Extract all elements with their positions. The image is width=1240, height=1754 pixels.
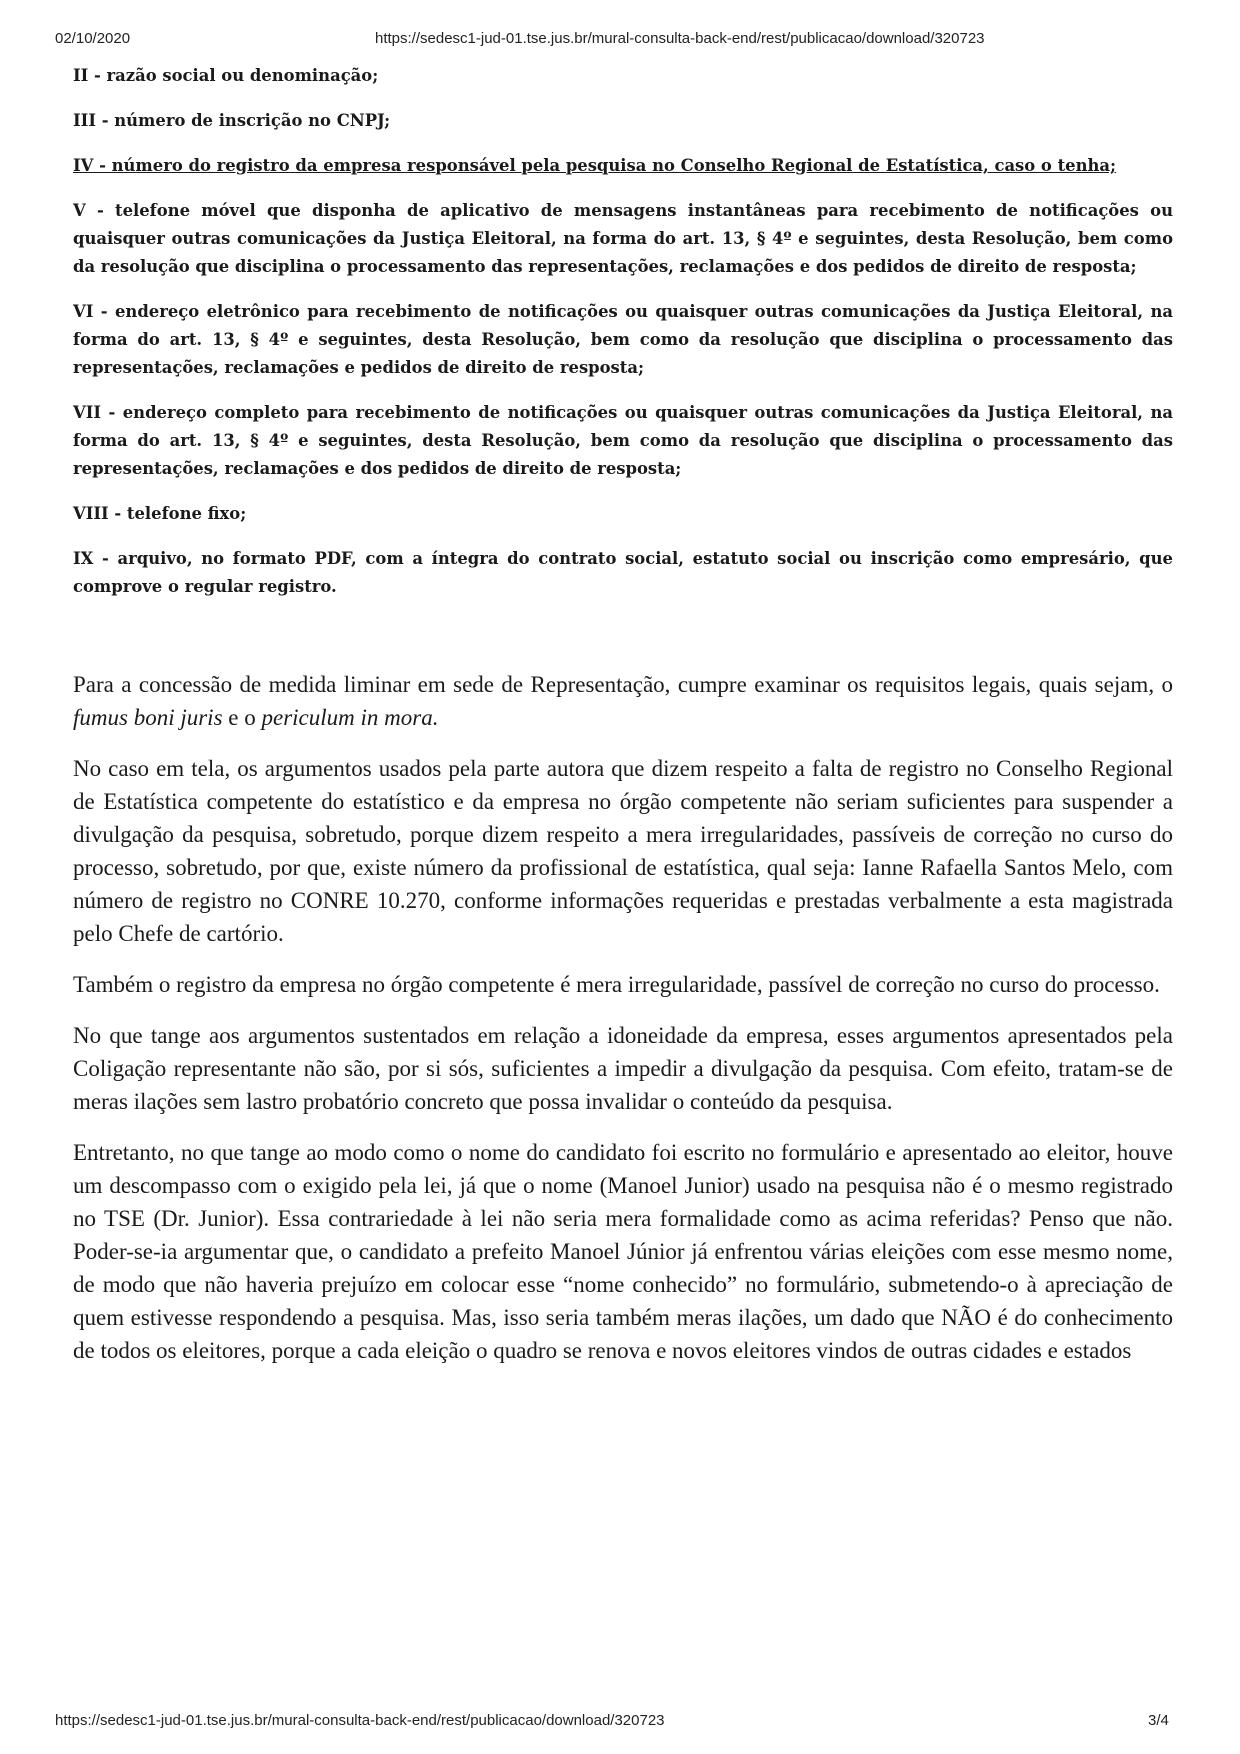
article-item-ii: II - razão social ou denominação;	[73, 66, 379, 85]
paragraph-liminar-text: Para a concessão de medida liminar em sede de Representação, cumpre examinar os requisitos legais, quais sejam, o	[73, 672, 1173, 697]
section-gap	[73, 618, 1173, 668]
term-fumus-boni-juris: fumus boni juris	[73, 705, 223, 730]
document-content	[73, 62, 1173, 1385]
print-footer-url: https://sedesc1-jud-01.tse.jus.br/mural-consulta-back-end/rest/publicacao/download/320723	[55, 1712, 665, 1729]
paragraph-liminar	[73, 668, 1173, 734]
paragraph-nome-candidato: Entretanto, no que tange ao modo como o nome do candidato foi escrito no formulário e apresentado ao eleitor, houve um descompasso com o exigido pela lei, já que o nome (Manoel Junior) usado na pesquisa não é o mesmo registrado no TSE (Dr. Junior). Essa contrariedade à lei não seria mera formalidade como as acima referidas? Penso que não. Poder-se-ia argumentar que, o candidato a prefeito Manoel Júnior já enfrentou várias eleições com esse mesmo nome, de modo que não haveria prejuízo em colocar esse “nome conhecido” no formulário, submetendo-o à apreciação de quem estivesse respondendo a pesquisa. Mas, isso seria também meras ilações, um dado que NÃO é do conhecimento de todos os eleitores, porque a cada eleição o quadro se renova e novos eleitores vindos de outras cidades e estados	[73, 1140, 1173, 1363]
term-periculum-in-mora: periculum in mora.	[261, 705, 439, 730]
print-header-url: https://sedesc1-jud-01.tse.jus.br/mural-consulta-back-end/rest/publicacao/download/320723	[375, 30, 985, 47]
article-item-viii: VIII - telefone fixo;	[73, 504, 247, 523]
article-item-ix: IX - arquivo, no formato PDF, com a íntegra do contrato social, estatuto social ou inscrição como empresário, que comprove o regular registro.	[73, 549, 1173, 596]
paragraph-registro-empresa: Também o registro da empresa no órgão competente é mera irregularidade, passível de correção no curso do processo.	[73, 972, 1160, 997]
paragraph-caso-em-tela: No caso em tela, os argumentos usados pela parte autora que dizem respeito a falta de registro no Conselho Regional de Estatística competente do estatístico e da empresa no órgão competente não seriam suficientes para suspender a divulgação da pesquisa, sobretudo, porque dizem respeito a mera irregularidades, passíveis de correção no curso do processo, sobretudo, por que, existe número da profissional de estatística, qual seja: Ianne Rafaella Santos Melo, com número de registro no CONRE 10.270, conforme informações requeridas e prestadas verbalmente a esta magistrada pelo Chefe de cartório.	[73, 756, 1173, 946]
print-date: 02/10/2020	[55, 30, 131, 47]
page-number: 3/4	[1148, 1712, 1169, 1729]
article-item-iii: III - número de inscrição no CNPJ;	[73, 111, 391, 130]
paragraph-idoneidade: No que tange aos argumentos sustentados em relação a idoneidade da empresa, esses argumentos apresentados pela Coligação representante não são, por si sós, suficientes a impedir a divulgação da pesquisa. Com efeito, tratam-se de meras ilações sem lastro probatório concreto que possa invalidar o conteúdo da pesquisa.	[73, 1023, 1173, 1114]
article-item-vii: VII - endereço completo para recebimento de notificações ou quaisquer outras comunicações da Justiça Eleitoral, na forma do art. 13, § 4º e seguintes, desta Resolução, bem como da resolução que disciplina o processamento das representações, reclamações e dos pedidos de direito de resposta;	[73, 403, 1173, 478]
article-item-vi: VI - endereço eletrônico para recebimento de notificações ou quaisquer outras comunicações da Justiça Eleitoral, na forma do art. 13, § 4º e seguintes, desta Resolução, bem como da resolução que disciplina o processamento das representações, reclamações e pedidos de direito de resposta;	[73, 302, 1173, 377]
paragraph-liminar-joiner: e o	[222, 705, 262, 730]
article-item-iv: IV - número do registro da empresa responsável pela pesquisa no Conselho Regional de Estatística, caso o tenha;	[73, 156, 1117, 175]
article-item-v: V - telefone móvel que disponha de aplicativo de mensagens instantâneas para recebimento de notificações ou quaisquer outras comunicações da Justiça Eleitoral, na forma do art. 13, § 4º e seguintes, desta Resolução, bem como da resolução que disciplina o processamento das representações, reclamações e dos pedidos de direito de resposta;	[73, 201, 1173, 276]
